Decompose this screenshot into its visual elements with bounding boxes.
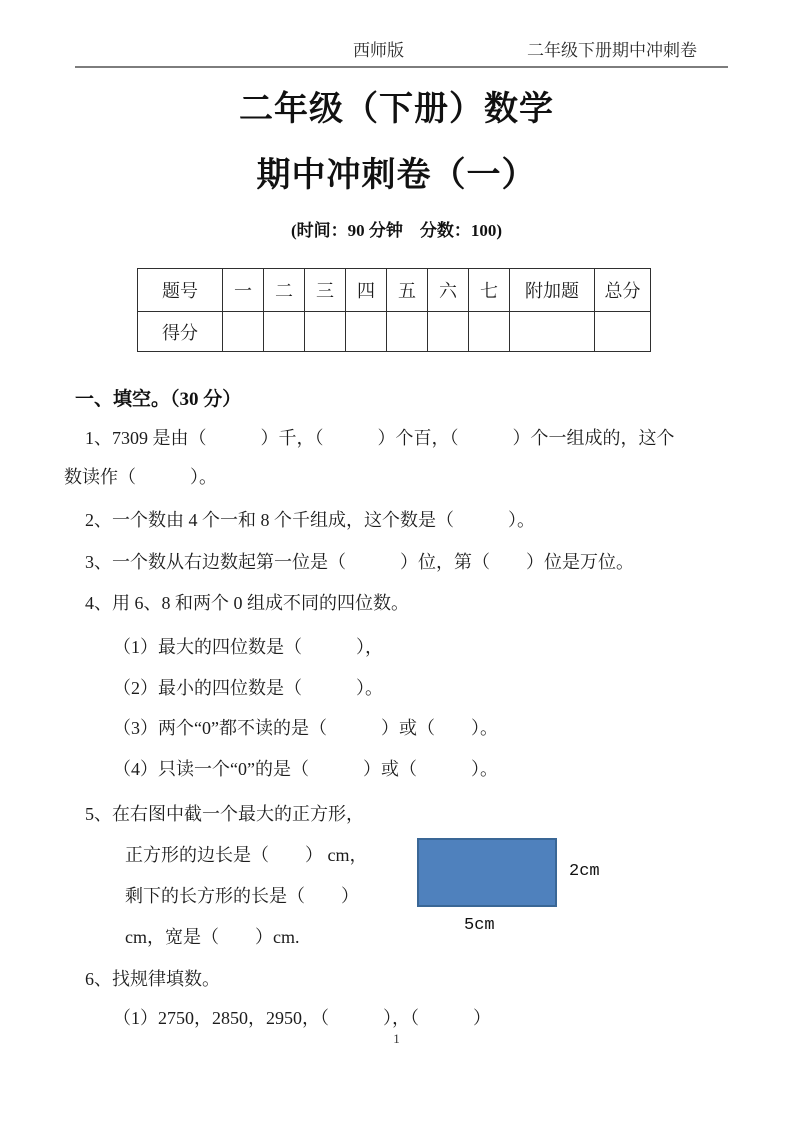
- score-table-cell: 四: [346, 269, 387, 312]
- score-table-cell: 得分: [138, 312, 223, 352]
- figure-width-label: 5cm: [464, 916, 495, 935]
- question-5-line-4: cm，宽是（ ）cm.: [125, 927, 300, 947]
- score-table-cell: 题号: [138, 269, 223, 312]
- paper-time-score-info: (时间：90 分钟 分数：100): [290, 221, 503, 240]
- question-2: 2、一个数由 4 个一和 8 个千组成，这个数是（ ）。: [85, 510, 535, 530]
- header-paper-label: 二年级下册期中冲刺卷: [527, 41, 697, 60]
- paper-title-line2: 期中冲刺卷（一）: [256, 157, 537, 194]
- question-4-sub-3: （3）两个“0”都不读的是（ ）或（ ）。: [113, 718, 498, 738]
- score-table-cell: 二: [264, 269, 305, 312]
- header-edition-label: 西师版: [353, 41, 404, 60]
- score-table-empty-cell: [387, 312, 428, 352]
- question-4-sub-4: （4）只读一个“0”的是（ ）或（ ）。: [113, 759, 498, 779]
- score-table-empty-cell: [595, 312, 651, 352]
- paper-title-line1: 二年级（下册）数学: [239, 91, 554, 128]
- section-1-heading: 一、填空。（30 分）: [75, 389, 242, 410]
- question-5-line-1: 5、在右图中截一个最大的正方形，: [85, 804, 364, 824]
- score-table-empty-cell: [510, 312, 595, 352]
- score-table-empty-cell: [305, 312, 346, 352]
- question-5-line-2: 正方形的边长是（ ） cm，: [125, 845, 368, 865]
- page-number: 1: [393, 1031, 400, 1046]
- score-table-score-row: [138, 312, 651, 352]
- question-1-line-1: 1、7309 是由（ ）千，（ ）个百，（ ）个一组成的，这个: [85, 428, 675, 448]
- score-table-empty-cell: [223, 312, 264, 352]
- score-table-empty-cell: [428, 312, 469, 352]
- question-4-sub-2: （2）最小的四位数是（ ）。: [113, 678, 383, 698]
- question-6-sub-1: （1）2750，2850，2950，（ ），（ ）: [113, 1008, 491, 1028]
- question-3: 3、一个数从右边数起第一位是（ ）位，第（ ）位是万位。: [85, 552, 634, 572]
- question-5-line-3: 剩下的长方形的长是（ ）: [125, 886, 359, 906]
- score-table-cell: 五: [387, 269, 428, 312]
- question-4: 4、用 6、8 和两个 0 组成不同的四位数。: [85, 593, 409, 613]
- question-1-line-2: 数读作（ ）。: [64, 467, 217, 487]
- score-table: [137, 268, 651, 352]
- figure-height-label: 2cm: [569, 862, 600, 881]
- score-table-cell: 一: [223, 269, 264, 312]
- score-table-empty-cell: [469, 312, 510, 352]
- header-rule: [75, 66, 728, 68]
- score-table-empty-cell: [264, 312, 305, 352]
- score-table-cell: 六: [428, 269, 469, 312]
- score-table-cell: 三: [305, 269, 346, 312]
- score-table-empty-cell: [346, 312, 387, 352]
- score-table-header-row: [138, 269, 651, 312]
- question-6: 6、找规律填数。: [85, 969, 220, 989]
- score-table-cell: 总分: [595, 269, 651, 312]
- rectangle-figure: [417, 838, 557, 907]
- score-table-cell: 七: [469, 269, 510, 312]
- question-4-sub-1: （1）最大的四位数是（ ），: [113, 637, 383, 657]
- score-table-cell: 附加题: [510, 269, 595, 312]
